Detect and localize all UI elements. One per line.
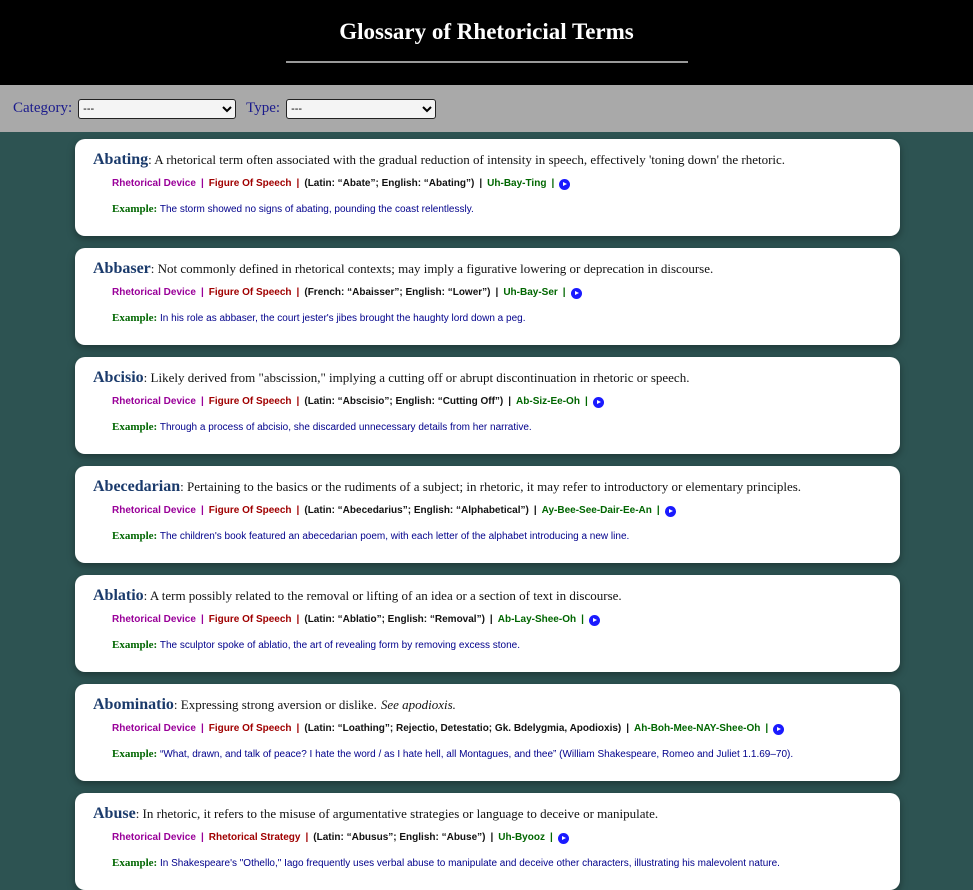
- play-audio-icon[interactable]: [559, 179, 570, 190]
- term-meta: [112, 395, 882, 409]
- filter-bar: [0, 85, 973, 132]
- glossary-entry: [75, 793, 900, 890]
- term-meta: [112, 831, 882, 845]
- glossary-entry: [75, 466, 900, 563]
- etymology: (Latin: “Abscisio”; English: “Cutting Off”): [304, 396, 504, 407]
- play-audio-icon[interactable]: [589, 615, 600, 626]
- term-meta: [112, 613, 882, 627]
- page-title: Glossary of Rhetoricial Terms: [339, 19, 634, 44]
- separator: |: [490, 832, 494, 843]
- separator: |: [495, 287, 499, 298]
- etymology: (Latin: “Abusus”; English: “Abuse”): [313, 832, 486, 843]
- term-name: Abating: [93, 151, 149, 168]
- example-text: Through a process of abcisio, she discarded unnecessary details from her narrative.: [159, 422, 532, 433]
- separator: |: [200, 396, 204, 407]
- category-tag[interactable]: Rhetorical Device: [112, 287, 196, 298]
- play-audio-icon[interactable]: [558, 833, 569, 844]
- separator: |: [551, 178, 555, 189]
- type-tag[interactable]: Rhetorical Strategy: [208, 832, 301, 843]
- example-label: Example:: [112, 421, 158, 433]
- example: [112, 421, 882, 433]
- glossary-list: [0, 132, 973, 890]
- category-tag[interactable]: Rhetorical Device: [112, 614, 196, 625]
- example-text: In his role as abbaser, the court jester's jibes brought the haughty lord down a peg.: [160, 313, 526, 324]
- separator: |: [200, 287, 204, 298]
- type-tag[interactable]: Figure Of Speech: [208, 178, 292, 189]
- type-label: Type:: [246, 100, 281, 116]
- separator: |: [296, 505, 300, 516]
- term-definition: : Likely derived from "abscission," implying a cutting off or abrupt discontinuation in rhetoric or speech.: [143, 370, 690, 385]
- category-tag[interactable]: Rhetorical Device: [112, 178, 196, 189]
- type-tag[interactable]: Figure Of Speech: [208, 505, 292, 516]
- type-tag[interactable]: Figure Of Speech: [208, 287, 292, 298]
- separator: |: [200, 832, 204, 843]
- play-audio-icon[interactable]: [773, 724, 784, 735]
- term-definition: : A rhetorical term often associated with the gradual reduction of intensity in speech, effectively 'toning down' the rhetoric.: [148, 152, 786, 167]
- example-text: The sculptor spoke of ablatio, the art of revealing form by removing excess stone.: [159, 640, 521, 651]
- category-tag[interactable]: Rhetorical Device: [112, 505, 196, 516]
- example-text: In Shakespeare's "Othello," Iago frequently uses verbal abuse to manipulate and deceive other characters, illustrating his malevolent nature.: [160, 858, 780, 869]
- example: [112, 312, 882, 324]
- pronunciation: Ab-Siz-Ee-Oh: [516, 396, 580, 407]
- category-tag[interactable]: Rhetorical Device: [112, 396, 196, 407]
- example-label: Example:: [112, 203, 158, 215]
- separator: |: [479, 178, 483, 189]
- category-label: Category:: [13, 100, 73, 116]
- pronunciation: Uh-Bay-Ting: [487, 178, 547, 189]
- term-name: Abecedarian: [93, 478, 181, 495]
- separator: |: [296, 614, 300, 625]
- term-definition: : In rhetoric, it refers to the misuse of argumentative strategies or language to deceive or manipulate.: [135, 806, 659, 821]
- separator: |: [200, 723, 204, 734]
- example-label: Example:: [112, 857, 158, 869]
- etymology: (Latin: “Abate”; English: “Abating”): [304, 178, 475, 189]
- play-audio-icon[interactable]: [593, 397, 604, 408]
- term-name: Abominatio: [93, 696, 174, 713]
- page-header: [0, 0, 973, 85]
- separator: |: [508, 396, 512, 407]
- term-meta: [112, 286, 882, 300]
- play-audio-icon[interactable]: [665, 506, 676, 517]
- separator: |: [765, 723, 769, 734]
- example: [112, 530, 882, 542]
- separator: |: [200, 178, 204, 189]
- type-select[interactable]: [286, 99, 436, 119]
- glossary-entry: [75, 575, 900, 672]
- term-name: Abbaser: [93, 260, 151, 277]
- separator: |: [549, 832, 553, 843]
- pronunciation: Ah-Boh-Mee-NAY-Shee-Oh: [634, 723, 761, 734]
- glossary-entry: [75, 684, 900, 781]
- term-meta: [112, 504, 882, 518]
- etymology: (Latin: “Loathing”; Rejectio, Detestatio; Gk. Bdelygmia, Apodioxis): [304, 723, 622, 734]
- example: [112, 748, 882, 760]
- term-meta: [112, 722, 882, 736]
- separator: |: [200, 505, 204, 516]
- category-tag[interactable]: Rhetorical Device: [112, 832, 196, 843]
- etymology: (French: “Abaisser”; English: “Lower”): [304, 287, 491, 298]
- term-definition: : Expressing strong aversion or dislike.: [173, 697, 377, 712]
- example: [112, 857, 882, 869]
- separator: |: [200, 614, 204, 625]
- separator: |: [489, 614, 493, 625]
- glossary-entry: [75, 248, 900, 345]
- example-text: “What, drawn, and talk of peace? I hate the word / as I hate hell, all Montagues, and thee” (William Shakespeare, Romeo and Juliet 1.1.69–70).: [160, 749, 794, 760]
- separator: |: [296, 396, 300, 407]
- pronunciation: Uh-Bay-Ser: [503, 287, 558, 298]
- term-definition: : Pertaining to the basics or the rudiments of a subject; in rhetoric, it may refer to introductory or elementary principles.: [180, 479, 802, 494]
- separator: |: [305, 832, 309, 843]
- example: [112, 639, 882, 651]
- separator: |: [296, 723, 300, 734]
- example-label: Example:: [112, 639, 158, 651]
- glossary-entry: [75, 357, 900, 454]
- etymology: (Latin: “Abecedarius”; English: “Alphabetical”): [304, 505, 529, 516]
- separator: |: [296, 178, 300, 189]
- type-tag[interactable]: Figure Of Speech: [208, 614, 292, 625]
- term-definition: : A term possibly related to the removal or lifting of an idea or a section of text in discourse.: [143, 588, 622, 603]
- example: [112, 203, 882, 215]
- separator: |: [562, 287, 566, 298]
- separator: |: [296, 287, 300, 298]
- type-tag[interactable]: Figure Of Speech: [208, 723, 292, 734]
- example-label: Example:: [112, 748, 158, 760]
- glossary-entry: [75, 139, 900, 236]
- separator: |: [533, 505, 537, 516]
- term-name: Ablatio: [93, 587, 144, 604]
- separator: |: [584, 396, 588, 407]
- pronunciation: Uh-Byooz: [498, 832, 545, 843]
- etymology: (Latin: “Ablatio”; English: “Removal”): [304, 614, 485, 625]
- pronunciation: Ab-Lay-Shee-Oh: [497, 614, 577, 625]
- category-select[interactable]: [78, 99, 236, 119]
- category-tag[interactable]: Rhetorical Device: [112, 723, 196, 734]
- term-definition: : Not commonly defined in rhetorical contexts; may imply a figurative lowering or deprecation in discourse.: [150, 261, 714, 276]
- separator: |: [656, 505, 660, 516]
- pronunciation: Ay-Bee-See-Dair-Ee-An: [541, 505, 652, 516]
- example-label: Example:: [112, 530, 158, 542]
- term-meta: [112, 177, 882, 191]
- example-text: The children's book featured an abecedarian poem, with each letter of the alphabet introducing a new line.: [159, 531, 630, 542]
- example-label: Example:: [112, 312, 158, 324]
- term-name: Abuse: [93, 805, 136, 822]
- separator: |: [581, 614, 584, 625]
- header-divider: [286, 61, 688, 63]
- see-also: See apodioxis.: [380, 697, 456, 712]
- term-name: Abcisio: [93, 369, 144, 386]
- play-audio-icon[interactable]: [571, 288, 582, 299]
- example-text: The storm showed no signs of abating, pounding the coast relentlessly.: [159, 204, 474, 215]
- type-tag[interactable]: Figure Of Speech: [208, 396, 292, 407]
- separator: |: [626, 723, 630, 734]
